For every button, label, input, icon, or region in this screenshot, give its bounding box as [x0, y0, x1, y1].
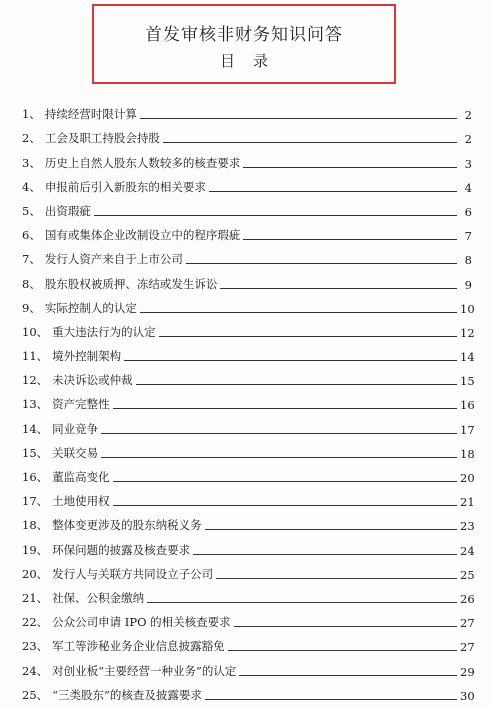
toc-entry-number: 18、	[22, 518, 49, 533]
toc-leader-line	[136, 383, 457, 385]
table-of-contents	[22, 98, 475, 703]
toc-leader-line	[94, 214, 457, 216]
toc-entry[interactable]	[22, 243, 472, 267]
toc-entry[interactable]	[22, 582, 475, 606]
toc-entry-page: 21	[460, 495, 475, 510]
toc-entry[interactable]	[22, 292, 475, 316]
toc-leader-line	[186, 262, 457, 264]
toc-entry[interactable]	[22, 267, 472, 291]
toc-leader-line	[124, 359, 457, 361]
toc-entry[interactable]	[22, 146, 472, 170]
toc-entry-number: 2、	[22, 131, 41, 146]
toc-leader-line	[243, 166, 457, 168]
toc-entry-title: 对创业板“主要经营一种业务”的认定	[52, 663, 237, 678]
toc-leader-line	[216, 577, 457, 579]
toc-leader-line	[220, 287, 457, 289]
toc-entry-title: 关联交易	[52, 445, 99, 460]
toc-leader-line	[159, 335, 457, 337]
toc-leader-line	[193, 553, 457, 555]
toc-leader-line	[163, 141, 457, 143]
toc-leader-line	[234, 625, 457, 627]
toc-entry[interactable]	[22, 219, 472, 243]
toc-entry-number: 4、	[22, 179, 41, 194]
toc-entry-title: 申报前后引入新股东的相关要求	[44, 179, 206, 194]
toc-leader-line	[147, 601, 457, 603]
toc-entry-page: 17	[460, 422, 475, 437]
toc-entry-title: 股东股权被质押、冻结或发生诉讼	[44, 276, 218, 291]
toc-entry-number: 25、	[22, 687, 49, 702]
toc-entry-number: 5、	[22, 203, 41, 218]
toc-entry-number: 10、	[22, 324, 49, 339]
toc-entry-title: 境外控制架构	[52, 349, 122, 364]
toc-entry-title: 同业竞争	[52, 421, 99, 436]
toc-entry[interactable]	[22, 461, 475, 485]
toc-entry-number: 21、	[22, 590, 49, 605]
toc-entry[interactable]	[22, 412, 475, 437]
toc-entry-title: 持续经营时限计算	[44, 107, 137, 122]
toc-entry-page: 8	[464, 253, 472, 268]
toc-entry-number: 11、	[22, 349, 49, 364]
toc-entry[interactable]	[22, 509, 475, 534]
toc-entry[interactable]	[22, 606, 475, 631]
toc-entry-page: 24	[460, 543, 475, 558]
toc-entry-page: 15	[460, 374, 475, 389]
toc-entry[interactable]	[22, 98, 472, 122]
document-title: 首发审核非财务知识问答	[145, 25, 343, 45]
toc-entry-number: 6、	[22, 228, 41, 243]
toc-entry-title: 土地使用权	[52, 494, 110, 509]
toc-entry-number: 1、	[22, 107, 41, 122]
toc-leader-line	[113, 407, 457, 409]
title-box	[92, 4, 396, 84]
toc-entry[interactable]	[22, 195, 472, 219]
toc-entry-title: 董监高变化	[52, 470, 110, 484]
toc-entry-title: 环保问题的披露及核查要求	[52, 542, 191, 557]
toc-leader-line	[228, 649, 457, 651]
toc-entry-number: 8、	[22, 276, 41, 291]
toc-entry[interactable]	[22, 171, 472, 195]
toc-entry-page: 27	[460, 616, 475, 631]
toc-entry-title: 发行人资产来自于上市公司	[44, 252, 183, 267]
toc-entry-number: 17、	[22, 494, 49, 509]
toc-entry-page: 2	[464, 132, 472, 147]
toc-entry[interactable]	[22, 364, 475, 389]
toc-entry-number: 15、	[22, 445, 49, 460]
toc-entry-page: 10	[460, 301, 475, 316]
toc-entry-page: 2	[464, 108, 472, 123]
toc-leader-line	[239, 674, 457, 676]
toc-entry-title: 出资瑕疵	[44, 203, 91, 218]
toc-leader-line	[205, 528, 457, 530]
toc-entry-number: 20、	[22, 566, 49, 581]
toc-leader-line	[209, 190, 457, 192]
toc-entry[interactable]	[22, 654, 475, 679]
toc-entry[interactable]	[22, 679, 475, 703]
toc-entry-number: 7、	[22, 252, 41, 267]
toc-entry-number: 12、	[22, 373, 49, 388]
toc-entry-number: 19、	[22, 542, 49, 557]
toc-entry-title: 公众公司申请 IPO 的相关核查要求	[52, 615, 231, 630]
toc-entry-number: 3、	[22, 155, 41, 170]
toc-entry-page: 16	[460, 398, 475, 413]
toc-entry-page: 14	[460, 350, 475, 365]
toc-heading: 目录	[219, 52, 286, 70]
toc-entry-title: 工会及职工持股会持股	[44, 131, 160, 146]
toc-leader-line	[243, 238, 457, 240]
toc-leader-line	[113, 504, 457, 506]
toc-leader-line	[101, 456, 457, 458]
toc-leader-line	[113, 480, 457, 482]
toc-entry-title: 资产完整性	[52, 397, 110, 412]
toc-entry-page: 18	[460, 446, 475, 461]
toc-entry-number: 9、	[22, 300, 41, 315]
toc-entry-page: 6	[464, 204, 472, 219]
toc-entry-title: 实际控制人的认定	[44, 300, 137, 315]
toc-entry[interactable]	[22, 533, 475, 558]
toc-leader-line	[140, 117, 457, 119]
toc-entry[interactable]	[22, 340, 475, 365]
toc-entry-number: 22、	[22, 615, 49, 630]
toc-entry-number: 24、	[22, 663, 49, 678]
toc-entry-number: 14、	[22, 421, 49, 436]
toc-entry-page: 4	[464, 180, 472, 195]
toc-entry-title: 未决诉讼或仲裁	[52, 373, 133, 388]
toc-entry-title: “三类股东”的核查及披露要求	[52, 687, 202, 702]
toc-entry[interactable]	[22, 485, 475, 510]
toc-entry[interactable]	[22, 558, 475, 582]
toc-entry-page: 12	[460, 325, 475, 340]
toc-entry-title: 重大违法行为的认定	[52, 324, 156, 339]
toc-entry[interactable]	[22, 316, 475, 340]
toc-entry-page: 30	[460, 688, 475, 703]
toc-leader-line	[101, 432, 457, 434]
toc-entry-title: 社保、公积金缴纳	[52, 590, 145, 605]
toc-entry-title: 整体变更涉及的股东纳税义务	[52, 518, 202, 533]
toc-entry-page: 23	[460, 519, 475, 534]
toc-entry[interactable]	[22, 630, 475, 655]
toc-entry-title: 历史上自然人股东人数较多的核查要求	[44, 155, 241, 170]
toc-entry-title: 国有或集体企业改制设立中的程序瑕疵	[44, 228, 241, 243]
toc-entry-number: 13、	[22, 397, 49, 412]
toc-entry-number: 23、	[22, 639, 49, 654]
toc-entry-number: 16、	[22, 470, 49, 484]
toc-entry-page: 3	[464, 156, 472, 171]
toc-entry-page: 7	[464, 229, 472, 244]
toc-entry-page: 26	[460, 591, 475, 606]
toc-entry-title: 军工等涉秘业务企业信息披露豁免	[52, 639, 225, 654]
toc-entry[interactable]	[22, 388, 475, 413]
toc-entry-title: 发行人与关联方共同设立子公司	[52, 566, 214, 581]
toc-entry-page: 20	[460, 471, 475, 485]
toc-entry[interactable]	[22, 122, 472, 146]
toc-entry-page: 29	[460, 664, 475, 679]
toc-entry[interactable]	[22, 437, 475, 461]
toc-entry-page: 9	[464, 277, 472, 292]
toc-leader-line	[205, 698, 457, 700]
toc-entry-page: 27	[460, 640, 475, 655]
toc-leader-line	[140, 311, 457, 313]
toc-entry-page: 25	[460, 567, 475, 582]
